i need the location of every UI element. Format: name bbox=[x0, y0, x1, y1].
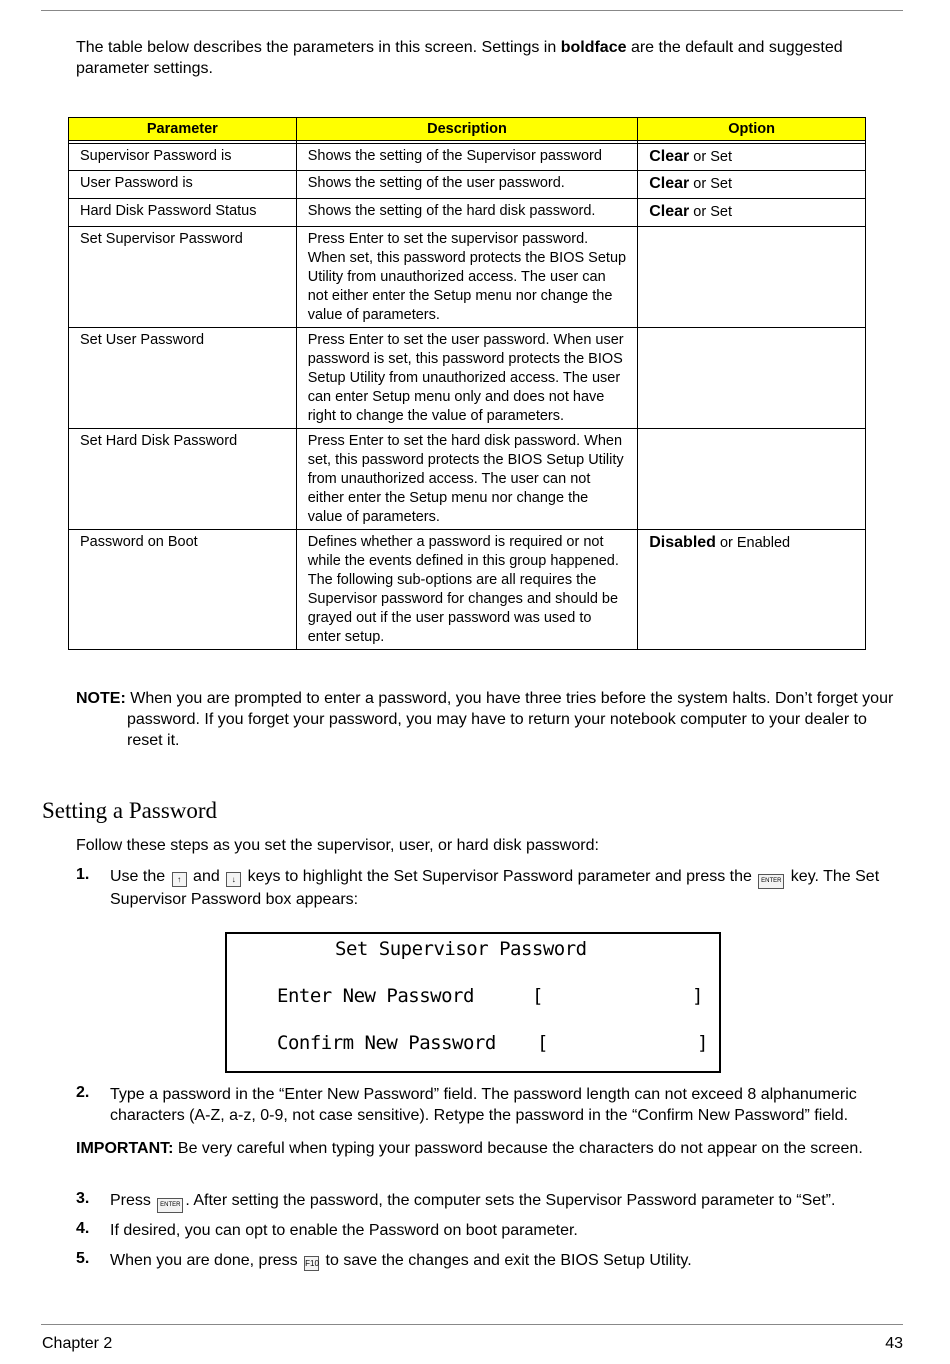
parameter-table bbox=[68, 117, 866, 650]
desc-cell: Press Enter to set the user password. When user password is set, this password protects the BIOS Setup Utility from unauthorized access. The user can enter Setup menu only and does not have right to change the value of parameters. bbox=[296, 328, 638, 429]
down-arrow-key-icon: ↓ bbox=[226, 872, 241, 887]
important-paragraph: IMPORTANT: Be very careful when typing your password because the characters do not appear on the screen. bbox=[76, 1140, 863, 1157]
option-cell bbox=[638, 429, 866, 530]
option-cell bbox=[638, 328, 866, 429]
step-number: 1. bbox=[76, 866, 90, 883]
enter-new-password-label: Enter New Password bbox=[277, 985, 474, 1007]
step-number: 2. bbox=[76, 1084, 90, 1101]
step-3-text: Press ENTER . After setting the password, the computer sets the Supervisor Password parameter to “Set”. bbox=[110, 1190, 910, 1213]
bracket-open: [ bbox=[537, 1032, 548, 1054]
bracket-open: [ bbox=[532, 985, 543, 1007]
step-number: 3. bbox=[76, 1190, 90, 1207]
column-header: Description bbox=[296, 118, 638, 141]
table-row bbox=[69, 328, 866, 429]
confirm-new-password-label: Confirm New Password bbox=[277, 1032, 496, 1054]
table-row bbox=[69, 171, 866, 199]
step-2-text: Type a password in the “Enter New Password” field. The password length can not exceed 8 alphanumeric characters (A-Z, a-z, 0-9, not case sensitive). Retype the password in the “Confirm New Password” field. bbox=[110, 1086, 857, 1124]
top-rule bbox=[41, 10, 903, 11]
desc-cell: Shows the setting of the hard disk password. bbox=[296, 199, 638, 227]
param-cell: Supervisor Password is bbox=[69, 144, 297, 171]
param-cell: Set Hard Disk Password bbox=[69, 429, 297, 530]
step-1-text: Use the ↑ and ↓ keys to highlight the Set Supervisor Password parameter and press the ENTER key. The Set Supervisor Password box appears: bbox=[110, 868, 880, 908]
footer-rule bbox=[41, 1324, 903, 1325]
table-row bbox=[69, 530, 866, 650]
table-row bbox=[69, 144, 866, 171]
table-row bbox=[69, 227, 866, 328]
step-number: 5. bbox=[76, 1250, 90, 1267]
footer-chapter: Chapter 2 bbox=[42, 1335, 113, 1352]
up-arrow-key-icon: ↑ bbox=[172, 872, 187, 887]
note-paragraph: NOTE: When you are prompted to enter a password, you have three tries before the system halts. Don’t forget your password. If you forget your password, you may have to return your notebook computer to your dealer to reset it. bbox=[76, 690, 894, 749]
step-number: 4. bbox=[76, 1220, 90, 1237]
step-4-text: If desired, you can opt to enable the Password on boot parameter. bbox=[110, 1222, 578, 1239]
option-cell: Clear or Set bbox=[638, 144, 866, 171]
set-supervisor-password-dialog bbox=[225, 932, 721, 1073]
option-cell: Clear or Set bbox=[638, 199, 866, 227]
option-cell bbox=[638, 227, 866, 328]
column-header: Option bbox=[638, 118, 866, 141]
f10-key-icon: F10 bbox=[304, 1256, 319, 1271]
table-row bbox=[69, 429, 866, 530]
table-row bbox=[69, 199, 866, 227]
param-cell: User Password is bbox=[69, 171, 297, 199]
param-cell: Set User Password bbox=[69, 328, 297, 429]
desc-cell: Press Enter to set the supervisor password. When set, this password protects the BIOS Setup Utility from unauthorized access. The user can not either enter the Setup menu nor change the value of parameters. bbox=[296, 227, 638, 328]
table-header-row bbox=[69, 118, 866, 141]
page-number: 43 bbox=[885, 1335, 903, 1352]
option-cell: Disabled or Enabled bbox=[638, 530, 866, 650]
section-heading: Setting a Password bbox=[42, 798, 218, 823]
option-cell: Clear or Set bbox=[638, 171, 866, 199]
enter-key-icon: ENTER bbox=[157, 1198, 183, 1213]
desc-cell: Shows the setting of the Supervisor password bbox=[296, 144, 638, 171]
intro-paragraph: The table below describes the parameters in this screen. Settings in boldface are the default and suggested parameter settings. bbox=[76, 39, 843, 77]
enter-key-icon: ENTER bbox=[758, 874, 784, 889]
desc-cell: Defines whether a password is required or not while the events defined in this group happened. The following sub-options are all requires the Supervisor password for changes and should be grayed out if the user password was used to enter setup. bbox=[296, 530, 638, 650]
param-cell: Password on Boot bbox=[69, 530, 297, 650]
param-cell: Hard Disk Password Status bbox=[69, 199, 297, 227]
bracket-close: ] bbox=[692, 985, 703, 1007]
bracket-close: ] bbox=[697, 1032, 708, 1054]
param-cell: Set Supervisor Password bbox=[69, 227, 297, 328]
column-header: Parameter bbox=[69, 118, 297, 141]
dialog-title: Set Supervisor Password bbox=[335, 938, 587, 960]
desc-cell: Shows the setting of the user password. bbox=[296, 171, 638, 199]
step-5-text: When you are done, press F10 to save the changes and exit the BIOS Setup Utility. bbox=[110, 1252, 692, 1269]
steps-intro: Follow these steps as you set the supervisor, user, or hard disk password: bbox=[76, 837, 599, 854]
desc-cell: Press Enter to set the hard disk password. When set, this password protects the BIOS Setup Utility from unauthorized access. The user can not either enter the Setup menu nor change the value of parameters. bbox=[296, 429, 638, 530]
